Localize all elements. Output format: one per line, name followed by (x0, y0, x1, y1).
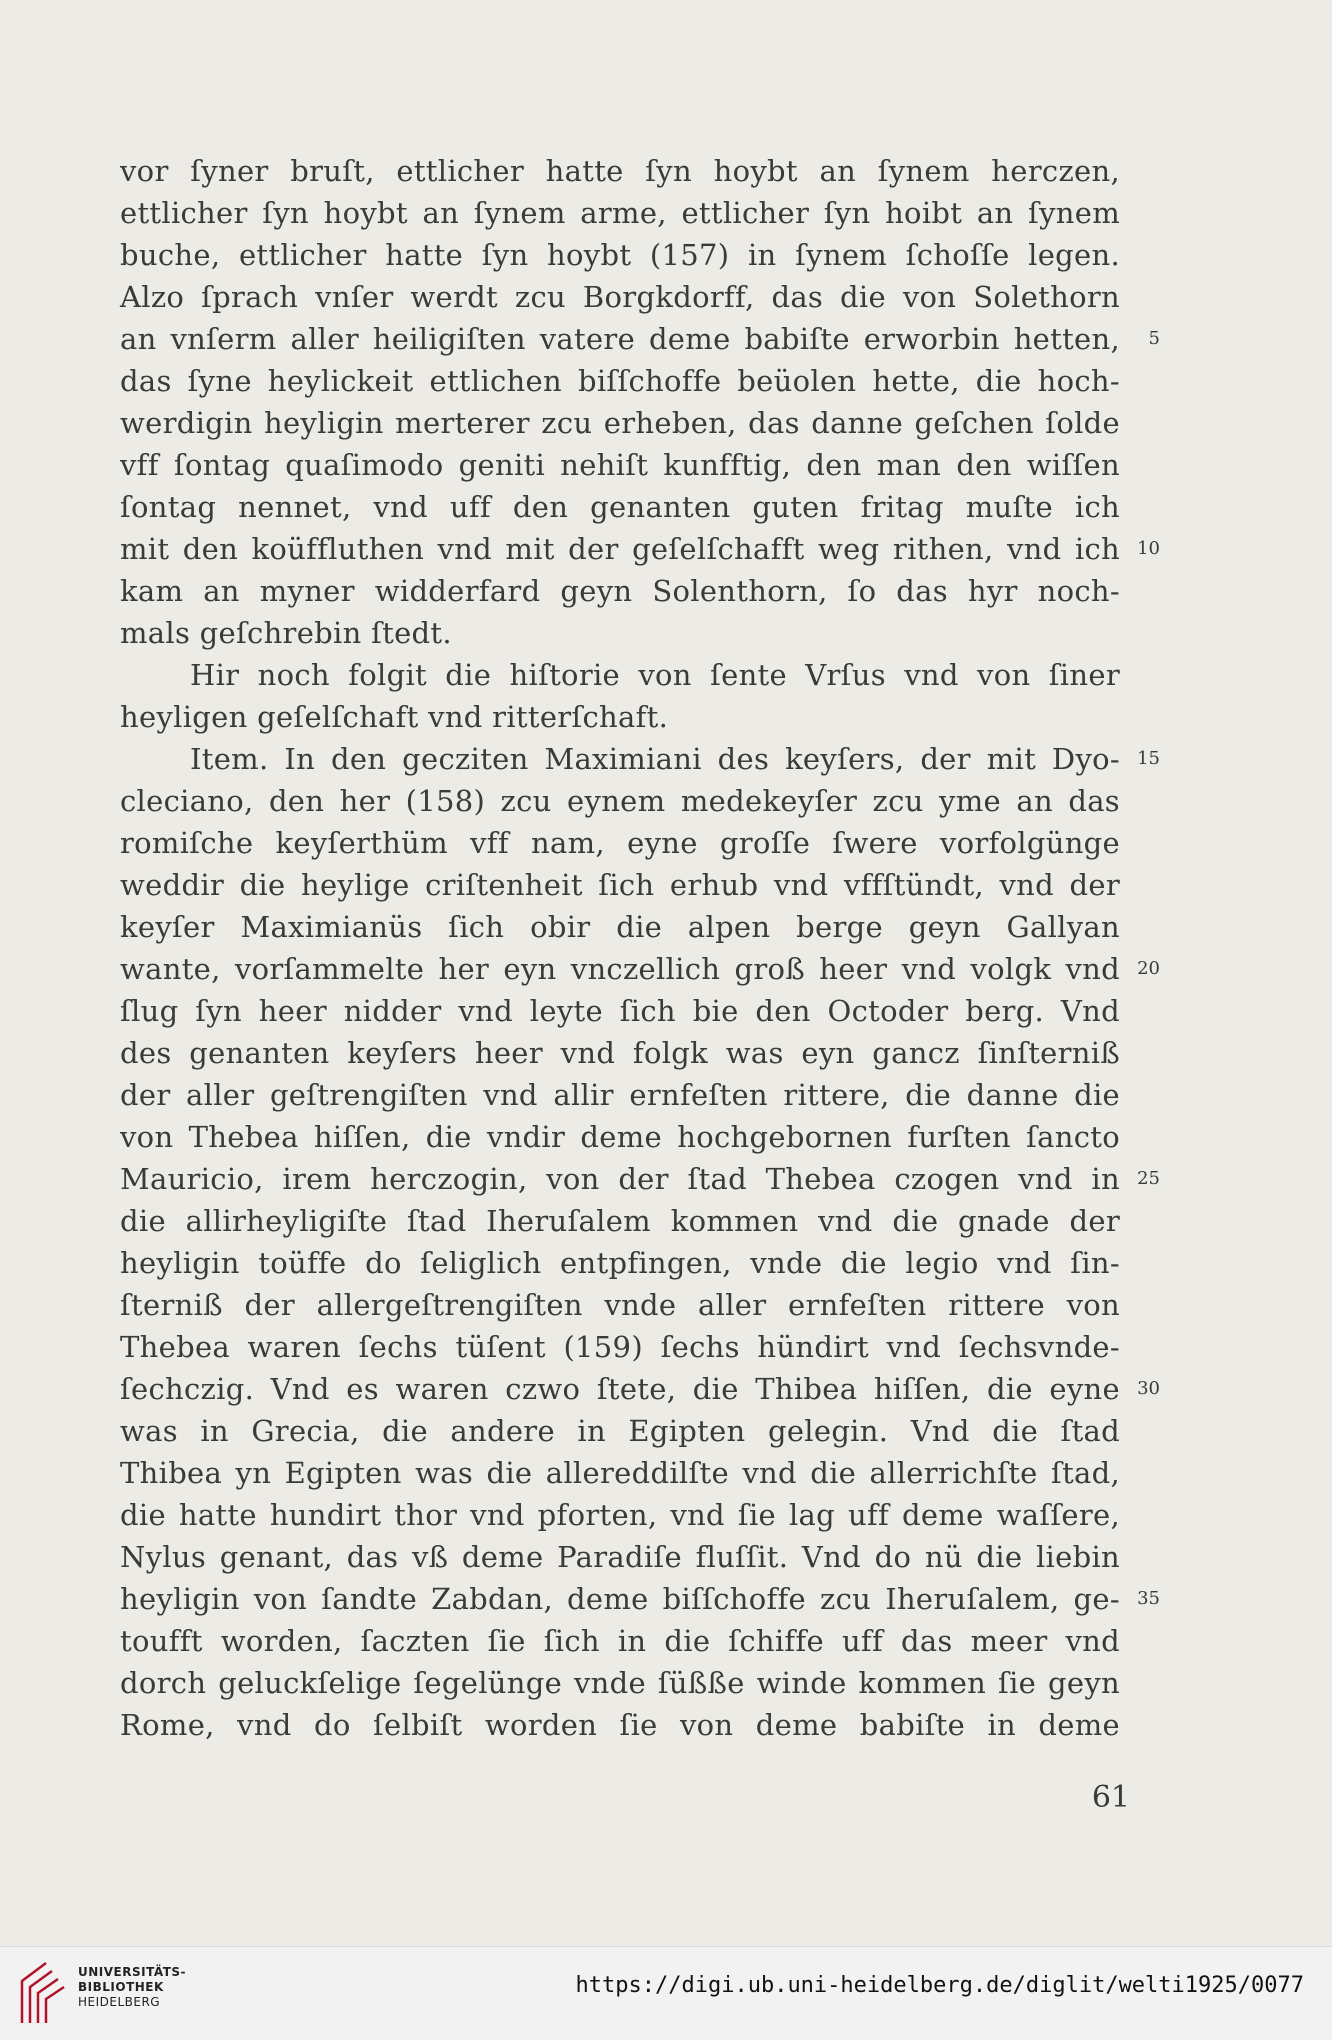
line-number: 35 (1137, 1588, 1160, 1609)
text-line: der aller geſtrengiſten vnd allir ernfeſten rittere, die danne die (120, 1078, 1120, 1112)
line-number: 20 (1137, 958, 1160, 979)
text-line: ſontag nennet, vnd uff den genanten guten fritag muſte ich (120, 490, 1120, 524)
text-line: keyſer Maximianüs ſich obir die alpen berge geyn Gallyan (120, 910, 1120, 944)
text-line: die allirheyligiſte ſtad Iheruſalem kommen vnd die gnade der (120, 1204, 1120, 1238)
body-text (120, 150, 1160, 1746)
text-line: buche, ettlicher hatte ſyn hoybt (157) in ſynem ſchoſſe legen. (120, 238, 1120, 272)
text-line: ettlicher ſyn hoybt an ſynem arme, ettlicher ſyn hoibt an ſynem (120, 196, 1120, 230)
text-line: das ſyne heylickeit ettlichen biſſchoffe beüolen hette, die hoch- (120, 364, 1120, 398)
text-line: Rome, vnd do ſelbiſt worden ſie von deme babiſte in deme (120, 1708, 1120, 1742)
text-line: kam an myner widderfard geyn Solenthorn, ſo das hyr noch- (120, 574, 1120, 608)
text-line: Mauricio, irem herczogin, von der ſtad Thebea czogen vnd in 25 (120, 1158, 1120, 1200)
text-line: was in Grecia, die andere in Egipten gelegin. Vnd die ſtad (120, 1414, 1120, 1448)
line-number: 30 (1137, 1378, 1160, 1399)
line-number: 5 (1148, 328, 1160, 349)
text-line: Item. In den gecziten Maximiani des keyſers, der mit Dyo- 15 (120, 738, 1120, 780)
text-line: wante, vorſammelte her eyn vnczellich groß heer vnd volgk vnd 20 (120, 948, 1120, 990)
permalink-url[interactable]: https://digi.ub.uni-heidelberg.de/diglit/welti1925/0077 (575, 1973, 1304, 1998)
text-line: von Thebea hiſſen, die vndir deme hochgebornen furſten ſancto (120, 1120, 1120, 1154)
text-line: werdigin heyligin merterer zcu erheben, das danne geſchen ſolde (120, 406, 1120, 440)
text-line: Thebea waren ſechs tüſent (159) ſechs hündirt vnd ſechsvnde- (120, 1330, 1120, 1364)
library-name: UNIVERSITÄTS- BIBLIOTHEK HEIDELBERG (78, 1965, 187, 2009)
text-line: Thibea yn Egipten was die allereddilſte vnd die allerrichſte ſtad, (120, 1456, 1120, 1490)
text-line: heyligen geſelſchaft vnd ritterſchaft. (120, 700, 669, 734)
text-line: ſterniß der allergeſtrengiſten vnde aller ernfeſten rittere von (120, 1288, 1120, 1322)
text-line: vff ſontag quaſimodo geniti nehiſt kunfftig, den man den wiſſen (120, 448, 1120, 482)
library-footer (0, 1946, 1332, 2040)
text-line: weddir die heylige criſtenheit ſich erhub vnd vffſtündt, vnd der (120, 868, 1120, 902)
page-number: 61 (1091, 1780, 1130, 1815)
text-line: mals geſchrebin ſtedt. (120, 616, 452, 650)
text-line: heyligin toüffe do ſeliglich entpfingen, vnde die legio vnd ſin- (120, 1246, 1120, 1280)
library-logo-icon (16, 1959, 72, 2029)
text-line: Hir noch folgit die hiſtorie von ſente Vrſus vnd von ſiner (190, 658, 1120, 692)
text-line: Nylus genant, das vß deme Paradiſe fluſſit. Vnd do nü die liebin (120, 1540, 1120, 1574)
text-line: mit den koüffluthen vnd mit der geſelſchafft weg rithen, vnd ich 10 (120, 528, 1120, 570)
text-line: romiſche keyſerthüm vff nam, eyne groſſe ſwere vorfolgünge (120, 826, 1120, 860)
text-line: ſechczig. Vnd es waren czwo ſtete, die Thibea hiſſen, die eyne 30 (120, 1368, 1120, 1410)
line-number: 10 (1137, 538, 1160, 559)
text-line: vor ſyner bruſt, ettlicher hatte ſyn hoybt an ſynem herczen, (120, 154, 1120, 188)
text-line: des genanten keyſers heer vnd folgk was eyn gancz ſinſterniß (120, 1036, 1120, 1070)
text-line: cleciano, den her (158) zcu eynem medekeyſer zcu yme an das (120, 784, 1120, 818)
text-line: Alzo ſprach vnſer werdt zcu Borgkdorff, das die von Solethorn (120, 280, 1120, 314)
text-line: toufft worden, ſaczten ſie ſich in die ſchiffe uff das meer vnd (120, 1624, 1120, 1658)
text-line: heyligin von ſandte Zabdan, deme biſſchoffe zcu Iheruſalem, ge- 35 (120, 1578, 1120, 1620)
text-line: an vnſerm aller heiligiſten vatere deme babiſte erworbin hetten, 5 (120, 318, 1120, 360)
text-line: ſlug ſyn heer nidder vnd leyte ſich bie den Octoder berg. Vnd (120, 994, 1120, 1028)
line-number: 25 (1137, 1168, 1160, 1189)
text-line: die hatte hundirt thor vnd pforten, vnd ſie lag uff deme waſſere, (120, 1498, 1120, 1532)
text-line: dorch geluckſelige ſegelünge vnde ſüßße winde kommen ſie geyn (120, 1666, 1120, 1700)
line-number: 15 (1137, 748, 1160, 769)
